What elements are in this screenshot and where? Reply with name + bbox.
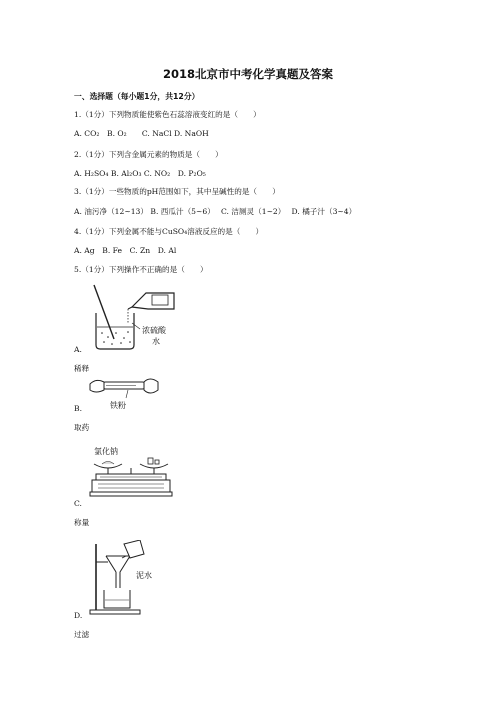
option-b-caption: 取药 bbox=[74, 423, 90, 432]
receiving-beaker bbox=[104, 590, 130, 608]
figure-dilution bbox=[88, 283, 178, 353]
question-2-stem: 2.（1分）下列含金属元素的物质是（ ） bbox=[74, 150, 223, 159]
option-a-caption: 稀释 bbox=[74, 364, 90, 373]
left-pan bbox=[94, 464, 122, 468]
label-muddy-water: 泥水 bbox=[136, 571, 152, 580]
label-conc-acid: 浓硫酸 bbox=[142, 326, 166, 335]
question-5-stem: 5.（1分）下列操作不正确的是（ ） bbox=[74, 265, 208, 274]
right-hand bbox=[144, 379, 158, 393]
question-1-stem: 1.（1分）下列物质能使紫色石蕊溶液变红的是（ ） bbox=[74, 110, 261, 119]
question-1-options: A. CO₂ B. O₂ C. NaCl D. NaOH bbox=[74, 129, 209, 138]
option-d-letter: D. bbox=[74, 611, 83, 620]
figure-take-powder bbox=[88, 376, 160, 412]
question-4-options: A. Ag B. Fe C. Zn D. Al bbox=[74, 246, 177, 255]
funnel bbox=[106, 556, 130, 588]
dilution-illustration bbox=[88, 283, 178, 353]
question-4-stem: 4.（1分）下列金属不能与CuSO₄溶液反应的是（ ） bbox=[74, 227, 264, 236]
figure-filtration bbox=[88, 540, 160, 616]
page-title: 2018北京市中考化学真题及答案 bbox=[162, 67, 333, 81]
label-iron-powder: 铁粉 bbox=[110, 401, 126, 410]
section-heading: 一、选择题（每小题1分，共12分） bbox=[74, 92, 200, 101]
label-water: 水 bbox=[152, 337, 160, 346]
question-2-options: A. H₂SO₄ B. Al₂O₃ C. NO₂ D. P₂O₅ bbox=[74, 169, 206, 178]
glass-rod bbox=[94, 285, 114, 339]
right-pan bbox=[140, 464, 168, 468]
option-b-letter: B. bbox=[74, 404, 82, 413]
left-hand bbox=[90, 380, 104, 392]
figure-weighing bbox=[88, 444, 174, 502]
question-3-stem: 3.（1分）一些物质的pH范围如下，其中呈碱性的是（ ） bbox=[74, 187, 280, 196]
option-d-caption: 过滤 bbox=[74, 630, 90, 639]
question-3-options: A. 油污净（12~13） B. 西瓜汁（5~6） C. 洁厕灵（1~2） D. 橘子汁（3~4） bbox=[74, 207, 357, 216]
option-c-caption: 称量 bbox=[74, 518, 90, 527]
pouring-beaker bbox=[124, 540, 144, 558]
option-a-letter: A. bbox=[74, 345, 82, 354]
balance-base bbox=[92, 480, 170, 492]
option-c-letter: C. bbox=[74, 499, 82, 508]
label-sodium-chloride: 氯化钠 bbox=[94, 447, 118, 456]
